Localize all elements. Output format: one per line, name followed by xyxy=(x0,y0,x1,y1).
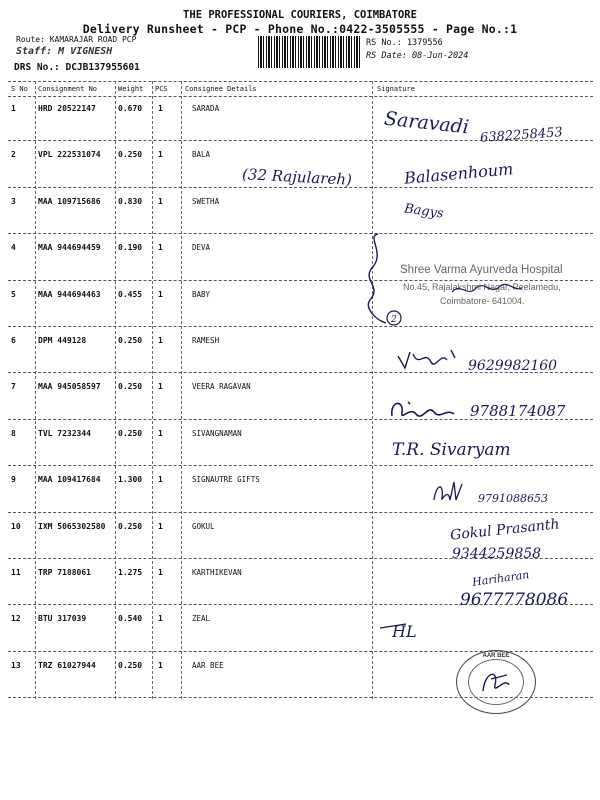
drs-number: DRS No.: DCJB137955601 xyxy=(14,62,140,73)
row-consignment-no: TRZ 61027944 xyxy=(38,660,96,670)
route-label: Route: KAMARAJAR ROAD PCP xyxy=(16,35,137,44)
signature-row-9 xyxy=(430,478,470,506)
signature-row-12: HL xyxy=(392,622,417,641)
hospital-stamp-name: Shree Varma Ayurveda Hospital xyxy=(400,264,563,276)
row-pcs: 1 xyxy=(158,521,163,531)
row-sno: 12 xyxy=(11,614,21,624)
row-consignee: SWETHA xyxy=(192,196,220,206)
row-pcs: 1 xyxy=(158,428,163,438)
column-divider xyxy=(181,81,182,699)
row-sno: 9 xyxy=(11,475,16,485)
signature-row-7 xyxy=(388,396,460,426)
row-consignee: VEERA RAGAVAN xyxy=(192,382,251,392)
hospital-stamp-city: Coimbatore- 641004. xyxy=(440,296,525,306)
row-divider xyxy=(8,187,593,188)
row-consignment-no: TVL 7232344 xyxy=(38,428,91,438)
row-weight: 0.190 xyxy=(118,243,143,253)
row-consignee: RAMESH xyxy=(192,336,220,345)
row-weight: 1.300 xyxy=(118,475,143,485)
col-header-sno: S No xyxy=(11,85,28,93)
table-top-rule xyxy=(8,81,593,82)
phone-row-1: 6382258453 xyxy=(479,125,564,146)
row-consignment-no: MAA 109417684 xyxy=(38,475,101,485)
row-weight: 0.250 xyxy=(118,428,143,438)
row-pcs: 1 xyxy=(158,382,163,392)
row-consignment-no: HRD 20522147 xyxy=(38,104,96,113)
column-divider xyxy=(35,81,36,699)
col-header-consignee: Consignee Details xyxy=(185,85,257,93)
col-header-pcs: PCS xyxy=(155,85,168,93)
row-consignment-no: MAA 944694459 xyxy=(38,243,101,253)
row-weight: 1.275 xyxy=(118,568,143,577)
signature-row-3: Bagys xyxy=(403,201,445,222)
signature-row-11: Hariharan xyxy=(471,568,531,589)
column-divider xyxy=(152,81,153,699)
row-sno: 13 xyxy=(11,660,21,670)
row-consignment-no: TRP 7188061 xyxy=(38,568,91,577)
col-header-consignment: Consignment No xyxy=(38,85,98,93)
row-consignee: BABY xyxy=(192,289,211,299)
row-consignee: BALA xyxy=(192,150,211,160)
runsheet-subtitle: Delivery Runsheet - PCP - Phone No.:0422-3505555 - Page No.:1 xyxy=(82,22,518,36)
row-sno: 4 xyxy=(11,243,16,253)
signature-bracket-rows-4-5 xyxy=(356,228,406,333)
row-consignee: SIGNAUTRE GIFTS xyxy=(192,475,260,485)
row-consignment-no: MAA 944694463 xyxy=(38,289,101,299)
row-consignee: DEVA xyxy=(192,243,211,253)
row-consignment-no: BTU 317039 xyxy=(38,614,87,624)
column-divider xyxy=(372,81,373,699)
row-weight: 0.250 xyxy=(118,660,143,670)
column-divider xyxy=(115,81,116,699)
staff-label: Staff: M VIGNESH xyxy=(16,46,113,57)
row-weight: 0.540 xyxy=(118,614,143,624)
col-header-signature: Signature xyxy=(377,85,415,93)
header-bottom-rule xyxy=(8,96,593,97)
svg-text:2: 2 xyxy=(391,315,397,325)
row-consignee: KARTHIKEVAN xyxy=(192,568,242,577)
signature-row-2: Balasenhoum xyxy=(403,159,514,188)
row-consignee: SARADA xyxy=(192,104,220,113)
row-weight: 0.670 xyxy=(118,104,143,113)
col-header-weight: Weight xyxy=(118,85,144,93)
row-divider xyxy=(8,233,593,234)
row-divider xyxy=(8,512,593,513)
row-divider xyxy=(8,326,593,327)
row-weight: 0.830 xyxy=(118,196,143,206)
row-pcs: 1 xyxy=(158,660,163,670)
row-consignee: AAR BEE xyxy=(192,660,224,670)
row-weight: 0.455 xyxy=(118,289,143,299)
company-title: THE PROFESSIONAL COURIERS, COIMBATORE xyxy=(183,9,417,21)
row-consignee: SIVANGNAMAN xyxy=(192,428,242,438)
row-consignment-no: VPL 222531074 xyxy=(38,150,101,160)
row-sno: 8 xyxy=(11,428,16,438)
phone-row-11: 9677778086 xyxy=(460,590,569,610)
signature-row-6 xyxy=(395,346,465,372)
row-pcs: 1 xyxy=(158,475,163,485)
phone-row-7: 9788174087 xyxy=(470,402,566,420)
row-weight: 0.250 xyxy=(118,382,143,392)
row-sno: 5 xyxy=(11,289,16,299)
company-seal xyxy=(456,650,536,714)
barcode-image xyxy=(258,36,360,68)
signature-row-1: Saravadi xyxy=(383,107,470,139)
hospital-stamp-address: No.45, Rajalakshmi Nagar, Peelamedu, xyxy=(403,282,561,292)
rs-date: RS Date: 08-Jun-2024 xyxy=(366,51,469,61)
row-sno: 10 xyxy=(11,521,21,531)
row-sno: 3 xyxy=(11,196,16,206)
row-weight: 0.250 xyxy=(118,150,143,160)
row-consignment-no: IXM 5065302580 xyxy=(38,521,106,531)
row-consignee: GOKUL xyxy=(192,521,215,531)
signature-row-10: Gokul Prasanth xyxy=(449,516,561,544)
row-pcs: 1 xyxy=(158,289,163,299)
row-consignment-no: MAA 945058597 xyxy=(38,382,101,392)
rs-number: RS No.: 1379556 xyxy=(366,38,443,48)
seal-signature xyxy=(477,665,517,699)
row-consignee: ZEAL xyxy=(192,614,211,624)
phone-row-6: 9629982160 xyxy=(468,358,558,374)
row-sno: 6 xyxy=(11,336,16,345)
phone-row-10: 9344259858 xyxy=(452,546,542,562)
row-sno: 11 xyxy=(11,568,21,577)
row-pcs: 1 xyxy=(158,196,163,206)
row-weight: 0.250 xyxy=(118,336,143,345)
signature-row-8: T.R. Sivaryam xyxy=(392,440,511,460)
row-pcs: 1 xyxy=(158,614,163,624)
row-pcs: 1 xyxy=(158,104,163,113)
phone-row-9: 9791088653 xyxy=(478,492,548,505)
row-pcs: 1 xyxy=(158,568,163,577)
note-row-2: (32 Rajulareh) xyxy=(241,165,353,189)
company-seal-text: AAR BEE xyxy=(482,653,510,659)
row-sno: 1 xyxy=(11,104,16,113)
stamp-scribble xyxy=(450,280,525,300)
row-pcs: 1 xyxy=(158,336,163,345)
row-sno: 7 xyxy=(11,382,16,392)
row-divider xyxy=(8,465,593,466)
row-sno: 2 xyxy=(11,150,16,160)
row-pcs: 1 xyxy=(158,243,163,253)
row-consignment-no: DPM 449128 xyxy=(38,336,87,345)
row-consignment-no: MAA 109715686 xyxy=(38,196,101,206)
row-pcs: 1 xyxy=(158,150,163,160)
row-weight: 0.250 xyxy=(118,521,143,531)
